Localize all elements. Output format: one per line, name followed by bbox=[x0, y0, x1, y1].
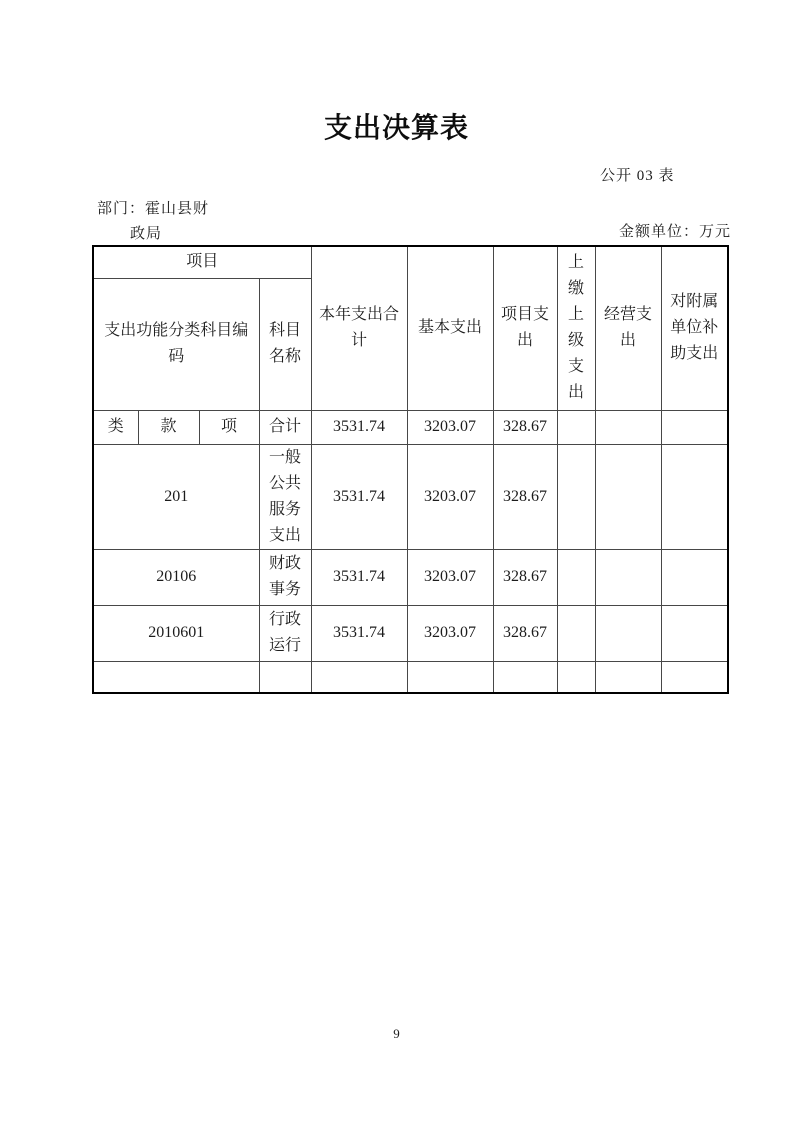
cell-subsidy bbox=[661, 661, 728, 693]
cell-subsidy bbox=[661, 605, 728, 661]
cell-category: 类 bbox=[93, 410, 138, 444]
table-row-201 bbox=[93, 444, 728, 549]
cell-project: 328.67 bbox=[493, 444, 557, 549]
cell-code: 20106 bbox=[93, 549, 259, 605]
cell-basic bbox=[407, 661, 493, 693]
header-operating-expenditure: 经营支出 bbox=[595, 246, 661, 410]
header-upper-level-expenditure: 上缴上级支出 bbox=[557, 246, 595, 410]
cell-upper-level bbox=[557, 605, 595, 661]
cell-total: 3531.74 bbox=[311, 410, 407, 444]
cell-total: 3531.74 bbox=[311, 444, 407, 549]
cell-item: 项 bbox=[199, 410, 259, 444]
page-number: 9 bbox=[393, 1026, 400, 1041]
cell-subject-name: 一般公共服务支出 bbox=[259, 444, 311, 549]
amount-unit-label: 金额单位：万元 bbox=[618, 224, 731, 240]
cell-operating bbox=[595, 605, 661, 661]
page-title: 支出决算表 bbox=[323, 112, 469, 143]
cell-basic: 3203.07 bbox=[407, 444, 493, 549]
cell-total bbox=[311, 661, 407, 693]
cell-code bbox=[93, 661, 259, 693]
table-header-row-1 bbox=[93, 246, 728, 278]
cell-upper-level bbox=[557, 661, 595, 693]
cell-operating bbox=[595, 444, 661, 549]
header-subject-name: 科目名称 bbox=[259, 278, 311, 410]
cell-project: 328.67 bbox=[493, 549, 557, 605]
cell-section: 款 bbox=[138, 410, 199, 444]
header-basic-expenditure: 基本支出 bbox=[407, 246, 493, 410]
header-project-expenditure: 项目支出 bbox=[493, 246, 557, 410]
table-row-totals bbox=[93, 410, 728, 444]
cell-operating bbox=[595, 661, 661, 693]
table-row-20106 bbox=[93, 549, 728, 605]
header-project: 项目 bbox=[93, 246, 311, 278]
table-row-empty bbox=[93, 661, 728, 693]
cell-project: 328.67 bbox=[493, 410, 557, 444]
cell-code: 2010601 bbox=[93, 605, 259, 661]
header-subsidy-expenditure: 对附属单位补助支出 bbox=[661, 246, 728, 410]
cell-total: 3531.74 bbox=[311, 605, 407, 661]
cell-basic: 3203.07 bbox=[407, 410, 493, 444]
cell-upper-level bbox=[557, 549, 595, 605]
header-total-expenditure: 本年支出合计 bbox=[311, 246, 407, 410]
cell-operating bbox=[595, 410, 661, 444]
cell-subject-name: 行政运行 bbox=[259, 605, 311, 661]
cell-total: 3531.74 bbox=[311, 549, 407, 605]
header-function-code: 支出功能分类科目编码 bbox=[93, 278, 259, 410]
cell-upper-level bbox=[557, 444, 595, 549]
cell-basic: 3203.07 bbox=[407, 605, 493, 661]
cell-operating bbox=[595, 549, 661, 605]
cell-code: 201 bbox=[93, 444, 259, 549]
cell-upper-level bbox=[557, 410, 595, 444]
cell-basic: 3203.07 bbox=[407, 549, 493, 605]
cell-subject-name bbox=[259, 661, 311, 693]
cell-subsidy bbox=[661, 444, 728, 549]
form-code-label: 公开 03 表 bbox=[600, 168, 675, 184]
expenditure-table bbox=[92, 245, 729, 694]
cell-subsidy bbox=[661, 410, 728, 444]
department-label-line2: 政局 bbox=[130, 226, 163, 242]
cell-name-total: 合计 bbox=[259, 410, 311, 444]
department-label-line1: 部门：霍山县财 bbox=[97, 201, 210, 217]
cell-subsidy bbox=[661, 549, 728, 605]
cell-project bbox=[493, 661, 557, 693]
cell-subject-name: 财政事务 bbox=[259, 549, 311, 605]
cell-project: 328.67 bbox=[493, 605, 557, 661]
table-row-2010601 bbox=[93, 605, 728, 661]
